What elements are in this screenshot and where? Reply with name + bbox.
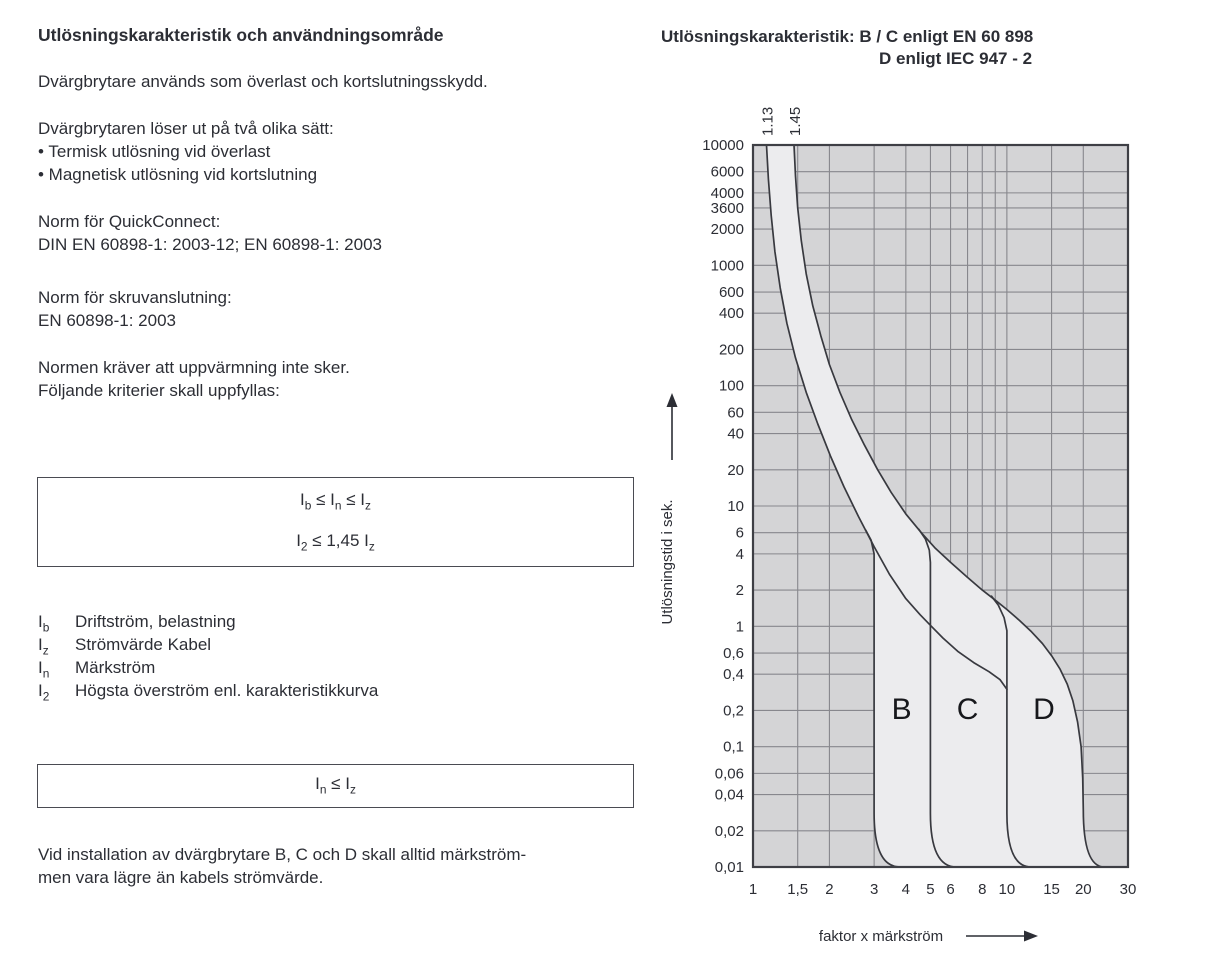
x-tick-label: 2: [825, 881, 834, 898]
y-tick-label: 0,01: [714, 859, 744, 876]
x-tick-label: 8: [978, 881, 987, 898]
trip-modes-list: [38, 140, 334, 186]
legend-text: Strömvärde Kabel: [75, 635, 212, 654]
criteria-block: [38, 356, 350, 402]
top-marker-label: 1.45: [786, 106, 804, 136]
norm-quickconnect-label: Norm för QuickConnect:: [38, 212, 221, 231]
y-tick-label: 60: [727, 404, 744, 422]
legend-row: [38, 679, 378, 702]
installation-note: [38, 843, 526, 889]
y-tick-label: 600: [718, 284, 744, 302]
formula-ib-in-iz: $I_b \le I_n \le I_z$: [300, 490, 371, 513]
norm-screw-label: Norm för skruvanslutning:: [38, 288, 232, 307]
norm-screw-block: [38, 286, 232, 332]
y-tick-label: 2: [735, 582, 744, 600]
legend-symbol: $I_2$: [38, 681, 50, 704]
legend-symbol: $I_z$: [38, 635, 49, 658]
trip-modes-intro: Dvärgbrytaren löser ut på två olika sätt:: [38, 119, 334, 138]
y-axis-title: Utlösningstid i sek.: [659, 499, 676, 625]
y-tick-label: 2000: [710, 221, 744, 239]
legend-symbol: $I_n$: [38, 658, 50, 681]
region-letter-c: C: [956, 692, 979, 726]
y-axis-arrowhead: [667, 393, 678, 407]
y-tick-label: 20: [727, 461, 744, 479]
trip-curve-chart: [648, 85, 1212, 973]
trip-modes-block: [38, 117, 334, 186]
installation-note-line: Vid installation av dvärgbrytare B, C och D skall alltid märkström-: [38, 845, 527, 864]
legend-text: Driftström, belastning: [75, 612, 236, 631]
x-axis-title: faktor x märkström: [818, 928, 944, 945]
x-tick-label: 1: [748, 881, 758, 898]
trip-mode-bullet: • Magnetisk utlösning vid kortslutning: [38, 165, 318, 184]
norm-quickconnect-block: [38, 210, 382, 256]
y-tick-label: 0,06: [714, 765, 744, 783]
x-axis-arrowhead: [1024, 931, 1038, 942]
installation-note-line: men vara lägre än kabels strömvärde.: [38, 868, 324, 887]
chart-title-line1: Utlösningskarakteristik: B / C enligt EN 60 898: [661, 27, 1034, 46]
y-tick-label: 40: [727, 425, 744, 443]
x-tick-label: 20: [1074, 881, 1092, 898]
region-letter-d: D: [1033, 692, 1055, 726]
x-tick-label: 5: [926, 881, 935, 898]
y-tick-label: 6000: [710, 163, 744, 181]
x-tick-label: 15: [1043, 881, 1060, 898]
legend-text: Märkström: [75, 658, 156, 677]
y-tick-label: 1000: [710, 257, 744, 275]
x-tick-label: 30: [1119, 881, 1137, 898]
y-tick-label: 0,6: [723, 645, 744, 663]
legend-row: [38, 633, 378, 656]
criteria-line1: Normen kräver att uppvärmning inte sker.: [38, 358, 350, 377]
chart-title: [661, 26, 1033, 70]
x-tick-label: 4: [901, 881, 911, 898]
norm-screw-value: EN 60898-1: 2003: [38, 311, 176, 330]
x-tick-label: 1,5: [787, 881, 809, 898]
formula-box-current-criteria: [37, 477, 634, 567]
formula-i2-145-iz: $I_2 \le 1,45$ $I_z$: [296, 531, 375, 554]
top-marker-label: 1.13: [759, 106, 777, 136]
formula-box-in-iz: [37, 764, 634, 808]
y-tick-label: 4000: [710, 184, 744, 202]
criteria-line2: Följande kriterier skall uppfyllas:: [38, 381, 280, 400]
x-tick-label: 3: [869, 881, 879, 898]
formula-in-iz: $I_n \le I_z$: [315, 774, 356, 797]
x-tick-label: 6: [946, 881, 955, 898]
legend-text: Högsta överström enl. karakteristikkurva: [75, 681, 379, 700]
y-tick-label: 100: [718, 377, 744, 395]
x-tick-label: 10: [998, 881, 1016, 898]
legend-symbol: $I_b$: [38, 612, 50, 635]
trip-chart-svg: [648, 85, 1212, 973]
norm-quickconnect-value: DIN EN 60898-1: 2003-12; EN 60898-1: 2003: [38, 235, 383, 254]
y-tick-label: 6: [735, 524, 744, 542]
chart-title-line2: D enligt IEC 947 - 2: [879, 49, 1033, 68]
symbol-legend: [38, 610, 378, 702]
y-tick-label: 200: [718, 341, 744, 359]
trip-mode-bullet: • Termisk utlösning vid överlast: [38, 142, 271, 161]
y-tick-label: 3600: [710, 199, 744, 217]
y-tick-label: 0,2: [723, 702, 744, 720]
region-letter-b: B: [891, 692, 912, 726]
y-tick-label: 4: [735, 545, 744, 563]
y-tick-label: 0,04: [714, 786, 744, 804]
y-tick-label: 400: [718, 305, 744, 323]
legend-row: [38, 656, 378, 679]
y-tick-label: 1: [735, 618, 744, 636]
intro-paragraph: Dvärgbrytare används som överlast och kortslutningsskydd.: [38, 72, 488, 91]
y-tick-label: 0,02: [714, 822, 744, 840]
y-tick-label: 10000: [702, 137, 744, 154]
y-tick-label: 0,1: [723, 738, 744, 756]
page-title: Utlösningskarakteristik och användningsområde: [38, 25, 444, 45]
y-tick-label: 10: [727, 498, 744, 515]
y-tick-label: 0,4: [723, 666, 744, 684]
legend-row: [38, 610, 378, 633]
